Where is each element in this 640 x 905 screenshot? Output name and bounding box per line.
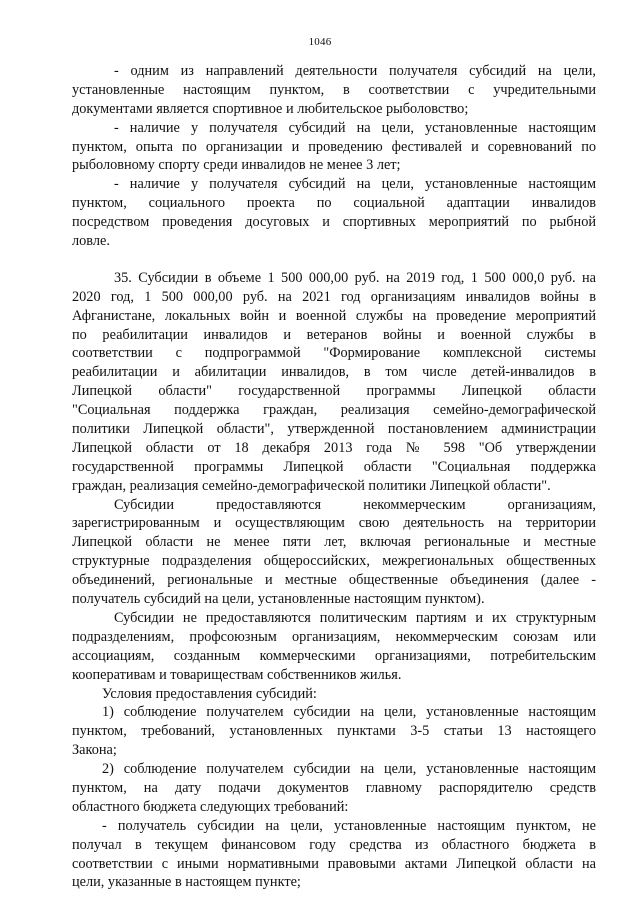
text-line: зарегистрированным и осуществляющим свою деятельность на территории: [72, 515, 596, 532]
text-line: Субсидии предоставляются некоммерческим организациям,: [114, 496, 596, 513]
paragraph-exclusions: [72, 609, 596, 685]
text-line: - одним из направлений деятельности получателя субсидий на цели,: [114, 63, 596, 79]
text-line: - получатель субсидии на цели, установленные настоящим пунктом, не: [102, 817, 596, 834]
text-line: граждан, реализация семейно-демографической политики Липецкой области".: [72, 477, 551, 494]
text-line: пунктом, на дату подачи документов главному распорядителю средств: [72, 779, 596, 796]
paragraph-conditions-heading: [72, 685, 596, 704]
text-line: рыболовному спорту среди инвалидов не менее 3 лет;: [72, 157, 401, 174]
text-line: пунктом, социального проекта по социальной адаптации инвалидов: [72, 195, 596, 212]
text-line: пунктом, опыта по организации и проведению фестивалей и соревнований по: [72, 138, 596, 155]
text-line: Субсидии не предоставляются политическим партиям и их структурным: [114, 609, 596, 626]
paragraph-section-35: [72, 269, 596, 496]
text-line: по реабилитации инвалидов и ветеранов войны и военной службы в: [72, 326, 596, 343]
text-line: посредством проведения досуговых и спортивных мероприятий по рыбной: [72, 214, 596, 231]
text-line: 2020 год, 1 500 000,00 руб. на 2021 год организациям инвалидов войны в: [72, 288, 596, 305]
paragraph-recipients: [72, 496, 596, 609]
text-line: - наличие у получателя субсидий на цели, установленные настоящим: [114, 176, 596, 193]
paragraph-fishing-direction: [72, 62, 596, 119]
text-line: получал в текущем финансовом году средства из областного бюджета в: [72, 836, 596, 853]
paragraph-condition-2-item: [72, 817, 596, 893]
text-line: ловле.: [72, 233, 110, 250]
text-line: политики Липецкой области", утвержденной постановлением администрации: [72, 421, 596, 438]
text-line: объединений, региональные и местные общественные объединения (далее -: [72, 572, 596, 589]
text-line: цели, указанные в настоящем пункте;: [72, 874, 301, 891]
text-line: кооперативам и товариществам собственников жилья.: [72, 666, 402, 683]
text-line: областного бюджета следующих требований:: [72, 798, 349, 815]
paragraph-gap: [72, 251, 596, 269]
text-line: подразделениям, профсоюзным организациям, некоммерческим союзам или: [72, 628, 596, 645]
document-body: [72, 62, 596, 892]
text-line: Липецкой области" государственной программы Липецкой области: [72, 383, 596, 400]
paragraph-festival-experience: [72, 119, 596, 176]
text-line: Липецкой области от 18 декабря 2013 года № 598 "Об утверждении: [72, 439, 596, 456]
text-line: Липецкой области не менее пяти лет, включая региональные и местные: [72, 534, 596, 551]
text-line: Условия предоставления субсидий:: [102, 685, 317, 702]
text-line: "Социальная поддержка граждан, реализация семейно-демографической: [72, 402, 596, 419]
text-line: структурные подразделения общероссийских, межрегиональных общественных: [72, 553, 596, 570]
text-line: 1) соблюдение получателем субсидии на цели, установленные настоящим: [102, 704, 596, 721]
text-line: установленные настоящим пунктом, в соответствии с учредительными: [72, 81, 596, 98]
text-line: получатель субсидий на цели, установленные настоящим пунктом).: [72, 591, 485, 608]
text-line: - наличие у получателя субсидий на цели, установленные настоящим: [114, 119, 596, 136]
paragraph-social-project: [72, 175, 596, 251]
text-line: ассоциациям, созданным коммерческими организациями, потребительским: [72, 647, 596, 664]
text-line: документами является спортивное и любительское рыболовство;: [72, 100, 469, 117]
text-line: 35. Субсидии в объеме 1 500 000,00 руб. на 2019 год, 1 500 000,0 руб. на: [114, 269, 596, 286]
paragraph-condition-2: [72, 760, 596, 817]
text-line: пунктом, требований, установленных пунктами 3-5 статьи 13 настоящего: [72, 723, 596, 740]
text-line: 2) соблюдение получателем субсидии на цели, установленные настоящим: [102, 761, 596, 778]
page-number: 1046: [308, 36, 332, 48]
text-line: реабилитации и абилитации инвалидов, в том числе детей-инвалидов в: [72, 364, 596, 381]
text-line: соответствии с иными нормативными правовыми актами Липецкой области на: [72, 855, 596, 872]
text-line: государственной программы Липецкой области "Социальная поддержка: [72, 458, 596, 475]
text-line: соответствии с подпрограммой "Формирование комплексной системы: [72, 345, 596, 362]
paragraph-condition-1: [72, 703, 596, 760]
text-line: Закона;: [72, 742, 117, 759]
text-line: Афганистане, локальных войн и военной службы на проведение мероприятий: [72, 307, 596, 324]
